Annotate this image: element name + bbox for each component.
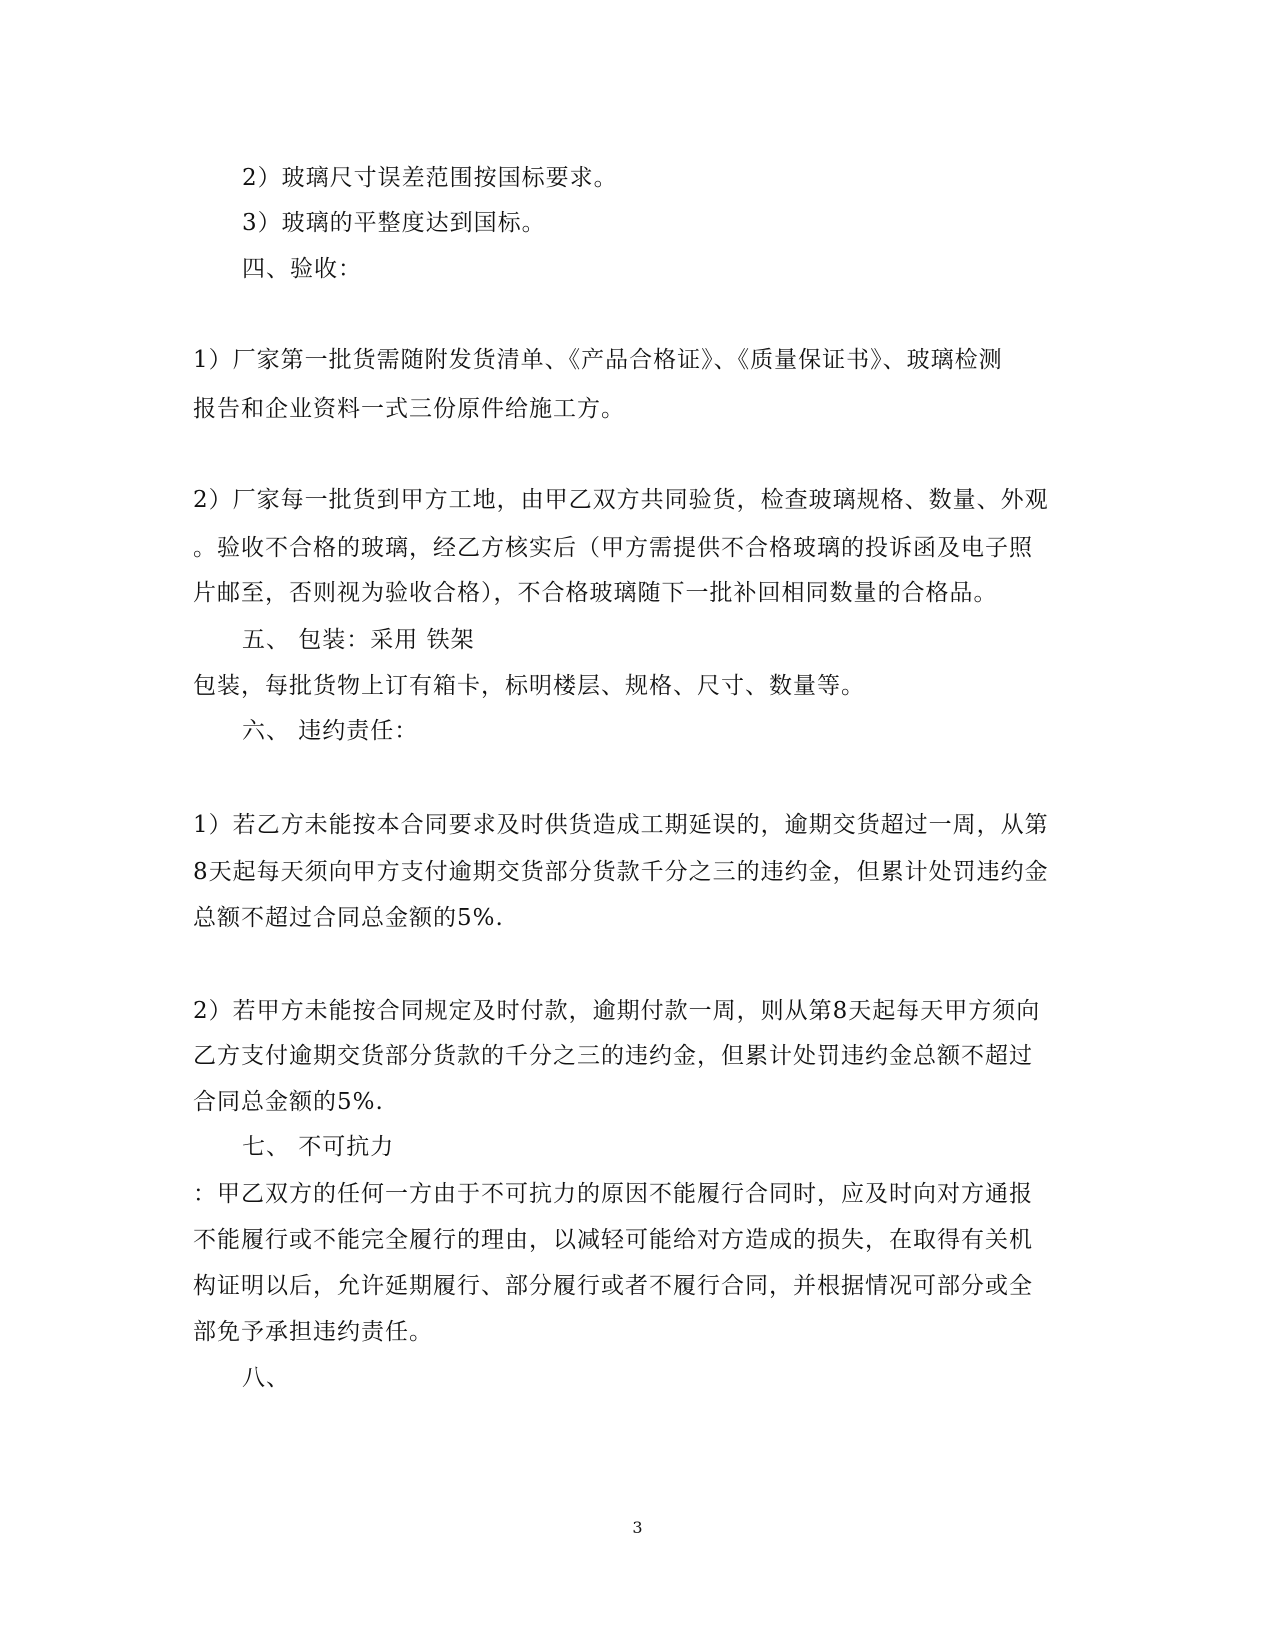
page-number: 3 (632, 1518, 643, 1537)
clause-6-item-2-line-2: 乙方支付逾期交货部分货款的千分之三的违约金，但累计处罚违约金总额不超过 (193, 1043, 1033, 1069)
section-7-heading: 七、 不可抗力 (242, 1134, 395, 1160)
clause-4-item-1-line-1: 1）厂家第一批货需随附发货清单、《产品合格证》、《质量保证书》、玻璃检测 (193, 347, 1003, 373)
section-5-heading: 五、 包装：采用 铁架 (242, 627, 475, 653)
clause-4-item-2-line-2: 。验收不合格的玻璃，经乙方核实后（甲方需提供不合格玻璃的投诉函及电子照 (193, 535, 1033, 561)
section-6-heading: 六、 违约责任： (242, 718, 419, 744)
section-8-heading: 八、 (242, 1365, 290, 1391)
section-7-text-line-3: 构证明以后，允许延期履行、部分履行或者不履行合同，并根据情况可部分或全 (193, 1273, 1033, 1299)
section-7-text-line-4: 部免予承担违约责任。 (193, 1319, 433, 1345)
clause-6-item-2-line-1: 2）若甲方未能按合同规定及时付款，逾期付款一周，则从第8天起每天甲方须向 (193, 998, 1041, 1024)
clause-6-item-1-line-2: 8天起每天须向甲方支付逾期交货部分货款千分之三的违约金，但累计处罚违约金 (193, 859, 1049, 885)
clause-6-item-2-line-3: 合同总金额的5%. (193, 1089, 384, 1115)
section-7-text-line-2: 不能履行或不能完全履行的理由，以减轻可能给对方造成的损失，在取得有关机 (193, 1227, 1033, 1253)
clause-6-item-1-line-1: 1）若乙方未能按本合同要求及时供货造成工期延误的，逾期交货超过一周，从第 (193, 812, 1049, 838)
clause-4-item-1-line-2: 报告和企业资料一式三份原件给施工方。 (193, 396, 625, 422)
section-5-text: 包装，每批货物上订有箱卡，标明楼层、规格、尺寸、数量等。 (193, 673, 865, 699)
clause-4-item-2-line-3: 片邮至，否则视为验收合格），不合格玻璃随下一批补回相同数量的合格品。 (193, 580, 998, 606)
section-4-heading: 四、验收： (242, 256, 362, 282)
clause-4-item-2-line-1: 2）厂家每一批货到甲方工地，由甲乙双方共同验货，检查玻璃规格、数量、外观 (193, 487, 1049, 513)
clause-3-item-2: 2）玻璃尺寸误差范围按国标要求。 (242, 165, 618, 191)
clause-3-item-3: 3）玻璃的平整度达到国标。 (242, 210, 546, 236)
section-7-text-line-1: ：甲乙双方的任何一方由于不可抗力的原因不能履行合同时，应及时向对方通报 (193, 1181, 1033, 1207)
clause-6-item-1-line-3: 总额不超过合同总金额的5%. (193, 905, 504, 931)
